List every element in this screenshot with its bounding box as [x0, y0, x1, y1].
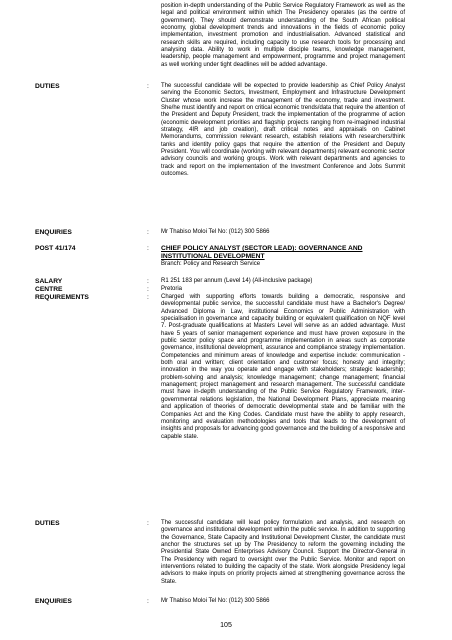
separator: :: [147, 286, 149, 293]
separator: :: [147, 598, 149, 605]
duties-label: DUTIES: [35, 520, 60, 527]
separator: :: [147, 520, 149, 527]
salary-text: R1 251 183 per annum (Level 14) (All-inclusive package): [161, 278, 313, 284]
enquiries-text: Mr Thabiso Moloi Tel No: (012) 300 5866: [161, 229, 270, 235]
duties-label: DUTIES: [35, 83, 60, 90]
post-number: POST 41/174: [35, 245, 76, 252]
separator: :: [147, 83, 149, 90]
page-number: 105: [220, 622, 232, 629]
branch-text: Branch: Policy and Research Service: [161, 261, 261, 267]
enquiries-text: Mr Thabiso Moloi Tel No: (012) 300 5866: [161, 598, 270, 604]
post-title: CHIEF POLICY ANALYST (SECTOR LEAD): GOVERNANCE AND INSTITUTIONAL DEVELOPMENT: [161, 245, 363, 260]
separator: :: [147, 229, 149, 236]
enquiries-label: ENQUIRIES: [35, 229, 72, 236]
enquiries-label: ENQUIRIES: [35, 598, 72, 605]
separator: :: [147, 278, 149, 285]
salary-label: SALARY: [35, 278, 63, 285]
intro-paragraph: position in-depth understanding of the Public Service Regulatory Framework as well as the legal and political environment within which The Presidency operates (as the centre of government). They should demonstrate understanding of the South African political economy, global development trends and innovations in the fields of economic policy implementation, investment promotion and industrialisation. Advanced statistical and research skills are required, including capacity to use research tools for processing and analysing data. Ability to work in multiple disciple teams, knowledge management, leadership, people management and empowerment, programme and project management as well working under tight deadlines will be added advantage.: [161, 3, 405, 68]
duties-text: The successful candidate will be expected to provide leadership as Chief Policy Analyst serving the Economic Sectors, Investment, Employment and Infrastructure Development Cluster whose work increase the management of the economy, trade and investment. She/he must identify and report on critical economic trends/data that require the attention of the President and Deputy President, track the implementation of the programme of action (economic development priorities and flagship projects ranging from re-imagined industrial strategy, 4IR and job creation), draft critical notes and appraisals on Cabinet Memorandums, commission relevant research, establish relations with researchers/think tanks and identity policy gaps that require the attention of the President and Deputy President. You will coordinate (working with relevant departments) relevant economic sector advisory councils and working groups. Work with relevant departments and agencies to track and report on the implementation of the Investment Conference and Jobs Summit outcomes.: [161, 83, 405, 178]
centre-label: CENTRE: [35, 286, 63, 293]
duties-text: The successful candidate will lead policy formulation and analysis, and research on governance and institutional development within the public service. In addition to supporting the Governance, State Capacity and Institutional Development Cluster, the candidate must anchor the structures set up by The Presidency to reform the governing including the Presidential State Owned Enterprises Advisory Council. Support the Director-General in The Presidency with regard to oversight over the Public Service. Monitor and report on interventions related to building the capacity of the state. Work alongside Presidency legal advisors to make inputs on priority projects aimed at strengthening governance across the State.: [161, 520, 405, 585]
separator: :: [147, 245, 149, 252]
separator: :: [147, 294, 149, 301]
requirements-text: Charged with supporting efforts towards building a democratic, responsive and developmental public service, the successful candidate must have a Bachelor's Degree/ Advanced Diploma in Law, institutional Economics or Public Administration with specialisation in governance and capacity building or equivalent qualification on NQF level 7. Post-graduate qualifications at Masters Level will serve as an added advantage. Must have 5 years of senior management experience and must have proven exposure in the public sector policy space and programme implementation in areas such as corporate governance, institutional development, assurance and compliance strategy implementation. Competencies and minimum areas of knowledge and expertise include: communication - both oral and written; client orientation and customer focus; honesty and integrity; innovation in the way you operate and engage with stakeholders; strategic leadership; problem-solving and analysis; knowledge management; change management; financial management; project management and research management. The successful candidate must have in-depth understanding of the Public Service Regulatory Framework, inter-governmental relations legislation, the National Development Plans, appreciate meaning and application of theories of democratic developmental state and be familiar with the Companies Act and the King Codes. Candidate must have the ability to apply research, monitoring and evaluation methodologies and tools that leads to the development of insights and proposals for advancing good governance and the building of a responsive and capable state.: [161, 294, 405, 440]
requirements-label: REQUIREMENTS: [35, 294, 89, 301]
centre-text: Pretoria: [161, 286, 183, 292]
